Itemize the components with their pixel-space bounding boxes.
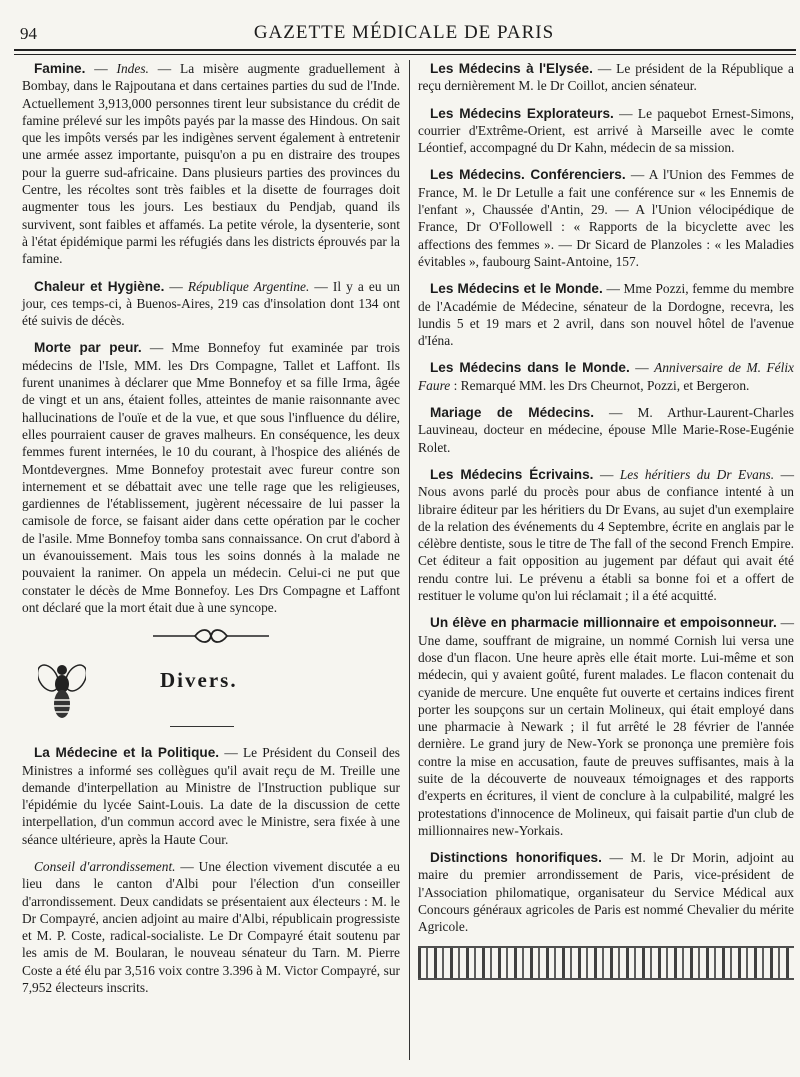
footer-ornament [418, 946, 794, 980]
right-column [418, 60, 794, 980]
article-conferenciers [418, 166, 794, 270]
article-body: — Le paquebot Ernest-Simons, courrier d'Extrême-Orient, est arrivé à Marseille avec le comte Léontief, accompagné du Dr Kahn, médecin de sa mission. [418, 105, 794, 156]
section-divers [22, 660, 400, 740]
article-heading: Chaleur et Hygiène. [34, 278, 165, 294]
article-body: — Il y a eu un jour, ces temps-ci, à Buenos-Aires, 219 cas d'insolation dont 134 ont été suivis de décès. [22, 278, 400, 329]
article-eleve-pharmacie [418, 614, 794, 839]
article-dans-le-monde [418, 359, 794, 394]
article-heading: Les Médecins. Conférenciers. [430, 167, 626, 183]
article-separator: — [164, 278, 188, 294]
article-politique [22, 744, 400, 848]
article-heading: Les Médecins Explorateurs. [430, 105, 614, 121]
article-heading: Morte par peur. [34, 340, 142, 356]
article-heading: Les Médecins dans le Monde. [430, 360, 630, 376]
article-heading: Les Médecins Écrivains. [430, 466, 594, 482]
section-rule [170, 726, 234, 727]
article-body: — Le président de la République a reçu dernièrement M. le Dr Coillot, ancien sénateur. [418, 61, 794, 94]
article-subheading: Les héritiers du Dr Evans. [619, 466, 775, 482]
article-heading: Les Médecins à l'Elysée. [430, 61, 593, 76]
article-heading: Un élève en pharmacie millionnaire et empoisonneur. [430, 615, 777, 631]
article-elysee [418, 60, 794, 95]
article-subheading: Indes. [116, 61, 149, 76]
article-body: — Une élection vivement discutée a eu lieu dans le canton d'Albi pour l'élection d'un conseiller d'arrondissement. Deux candidats se présentaient aux électeurs : M. le Dr Compayré, ancien adjoint au maire d'Albi, républicain progressiste et M. P. Coste, radical-socialiste. Le Dr Compayré était soutenu par les amis de M. Boularan, le nouveau sénateur du Tarn. M. Pierre Coste a été élu par 3,516 voix contre 3.396 à M. Victor Compayré, sur 7,952 électeurs inscrits. [22, 858, 400, 996]
ornament-divider [22, 626, 400, 646]
page-header [14, 22, 794, 46]
article-mariage [418, 404, 794, 456]
article-famine [22, 60, 400, 268]
article-body: — A l'Union des Femmes de France, M. le Dr Letulle a fait une conférence sur « les Ennemis de l'enfant », Chaussée d'Antin, 29. — A l'Union vélocipédique de France, Dr O'Followell : « Rapports de la bicyclette avec les affections des femmes ». — Dr Sicard de Planzoles : « les Maladies évitables », faubourg Saint-Antoine, 157. [418, 167, 794, 269]
article-body: — Nous avons parlé du procès pour abus de confiance intenté à un libraire éditeur par les héritiers du Dr Evans, au sujet d'un exemplaire de la relation des événements du 4 Septembre, écrite en anglais par le célèbre dentiste, sous le titre de The fall of the second French Empire. Cet éditeur a fait opposition au jugement par défaut qui avait été rendu contre lui. Le prévenu a établi sa bonne foi et a offert de restituer le volume qu'on lui réclamait ; il a été acquitté. [418, 466, 794, 604]
article-heading: Famine. [34, 61, 86, 76]
article-monde [418, 280, 794, 349]
article-heading: Les Médecins et le Monde. [430, 281, 603, 297]
column-divider [409, 60, 410, 1060]
article-heading: La Médecine et la Politique. [34, 745, 220, 761]
article-separator: — [593, 466, 620, 482]
article-separator: — [629, 360, 655, 376]
article-body: — M. Arthur-Laurent-Charles Lauvineau, docteur en médecine, épouse Mlle Marie-Rose-Eugénie Rolet. [418, 405, 794, 455]
article-heading: Mariage de Médecins. [430, 405, 594, 421]
article-distinctions [418, 849, 794, 935]
article-heading: Distinctions honorifiques. [430, 850, 602, 866]
article-subheading: République Argentine. [187, 278, 310, 294]
article-body: — Le Président du Conseil des Ministres a informé ses collègues qu'il avait reçu de M. Treille une demande d'interpellation au Ministre de l'Instruction publique sur l'épidémie du lycée Saint-Louis. La date de la discussion de cette interpellation, d'un commun accord avec le Ministre, sera fixée à une séance ultérieure, après la Haute Cour. [22, 745, 401, 847]
article-body: — M. le Dr Morin, adjoint au maire du premier arrondissement de Paris, vice-président de l'Association philomatique, organisateur du Service Médical aux Concours généraux agricoles de Paris est nommé Chevalier du mérite Agricole. [418, 850, 794, 935]
article-subheading: Conseil d'arrondissement. [34, 858, 176, 874]
article-separator: — [85, 61, 117, 76]
section-title: Divers. [160, 668, 238, 693]
page-number: 94 [20, 24, 37, 43]
journal-title: GAZETTE MÉDICALE DE PARIS [253, 22, 555, 43]
article-body: — Mme Pozzi, femme du membre de l'Académie de Médecine, sénateur de la Dordogne, recevra, les lundis 5 et 19 mars et 2 avril, dans son nouvel hôtel de l'avenue d'Iéna. [418, 281, 795, 349]
article-body: — Mme Bonnefoy fut examinée par trois médecins de l'Isle, MM. les Drs Compagne, Tallet et Laffont. Ils furent unanimes à déclarer que Mme Bonnefoy et sa fille Irma, âgée de vingt et un ans, étaient folles, atteintes de manie raisonnante avec hallucinations de l'ouïe et de la vue, et que sous l'influence du délire, elles pourraient causer de graves malheurs. En conséquence, les deux femmes furent internées, le 10 du courant, à l'hospice des aliénés de Montdevergnes. Mme Bonnefoy protestait avec fureur contre son internement et se débattait avec une telle rage que les religieuses, gardiennes de l'établissement, jugèrent nécessaire de lui passer la camisole de force, se faisant aider dans cette opération par le cocher de l'asile. Mme Bonnefoy tomba sans connaissance. On crut d'abord à un évanouissement. Mais tous les soins donnés à la malade ne pouvaient la ranimer. On appela un médecin. Celui-ci ne put que constater le décès de Mme Bonnefoy. Les Drs Compagne et Laffont ont déclaré que la mort était due à une syncope. [22, 340, 400, 615]
article-chaleur [22, 278, 400, 330]
article-body: — La misère augmente graduellement à Bombay, dans le Rajpoutana et dans certaines parties du sud de l'Inde. Actuellement 3,913,000 personnes tirent leur subsistance du crédit de famine prélevé sur les impôts payés par la masse des Hindous. On sait que les impôts versés par les indigènes servent également à entretenir une armée assez importante, puisqu'on a pu en distraire des troupes pour la guerre sud-africaine. Dans plusieurs parties des provinces du Centre, les récoltes sont très faibles et la disette de fourrages doit augmenter tous les jours. Les bestiaux du Pendjab, quand ils survivent, sont faibles et affamés. La petite vérole, la dysenterie, sont à l'état épidémique parmi les réfugiés dans les districts éprouvés par la famine. [22, 61, 400, 267]
article-body: — Une dame, souffrant de migraine, un nommé Cornish lui versa une dose d'un flacon. Une heure après elle était morte. Lui-même et son médecin, qui y avaient goûté, furent malades. Le flacon contenait du cyanide de mercure. Une enquête fut ouverte et certains indices firent porter les soupçons sur un certain Molineux, qui était employé dans une pharmacie à Newark ; il fut arrêté le 28 février de l'année dernière. Le grand jury de New-York se prononça une première fois contre la mise en accusation, faute de preuves suffisantes, mais à la suite de la découverte de nouveaux témoignages et des rapports d'experts en écritures, il vient de conclure à la culpabilité, malgré les protestations d'innocence de Molineux, qui faisait partie d'un club de millionnaires new-Yorkais. [418, 615, 794, 838]
left-column [22, 60, 400, 1006]
bee-icon [38, 660, 86, 722]
article-morte-par-peur [22, 339, 400, 616]
article-body: : Remarqué MM. les Drs Cheurnot, Pozzi, et Bergeron. [450, 377, 750, 393]
article-ecrivains [418, 466, 794, 604]
article-explorateurs [418, 105, 794, 157]
article-conseil [22, 858, 400, 996]
article-subheading: Anniversaire de M. Félix Faure [418, 360, 794, 393]
header-rule [14, 49, 796, 55]
